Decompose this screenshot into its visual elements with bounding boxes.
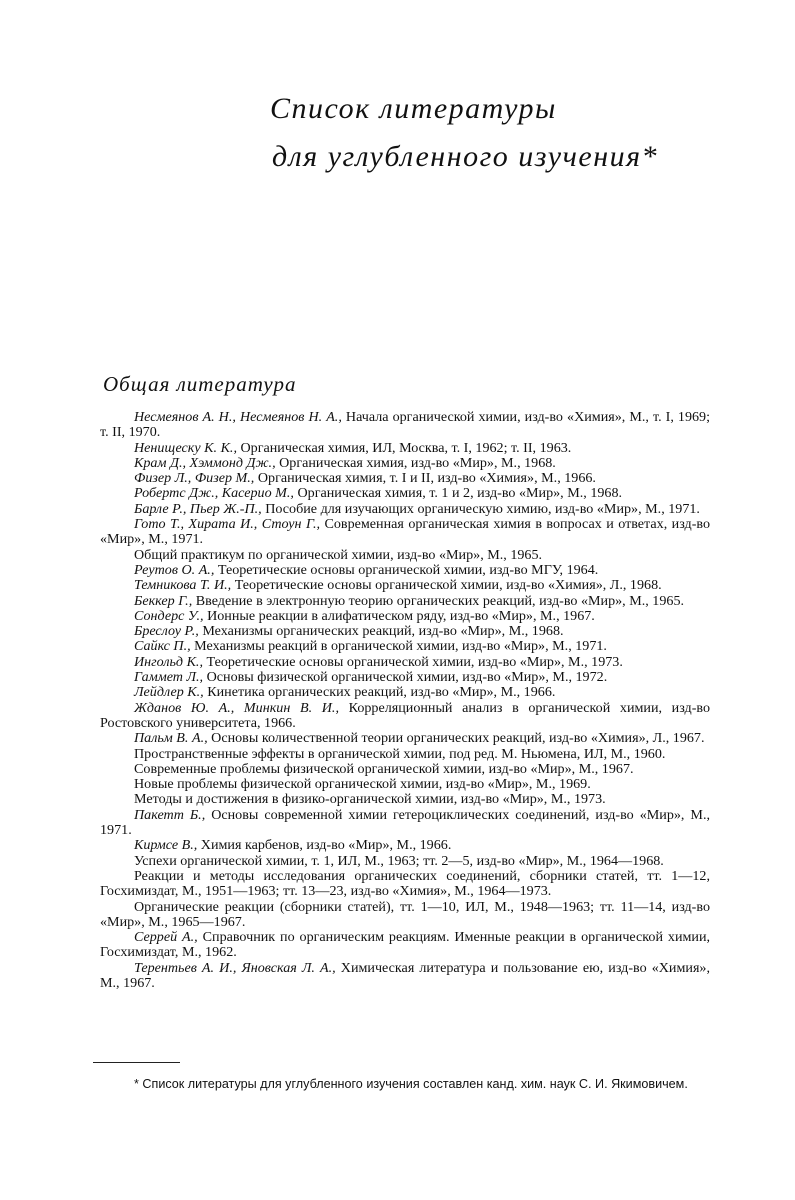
reference-entry [100,747,710,762]
reference-entry [100,655,710,670]
reference-authors: Серрей А., [134,929,198,946]
reference-text: Введение в электронную теорию органических реакций, изд-во «Мир», М., 1965. [192,592,685,609]
reference-entry [100,639,710,654]
reference-entry [100,502,710,517]
reference-text: Кинетика органических реакций, изд-во «Мир», М., 1966. [203,684,556,701]
reference-entry [100,731,710,746]
reference-text: Органическая химия, ИЛ, Москва, т. I, 1962; т. II, 1963. [236,439,572,456]
reference-authors: Пальм В. А., [134,730,208,747]
footnote: * Список литературы для углубленного изучения составлен канд. хим. наук С. И. Якимовичем. [134,1077,688,1091]
reference-authors: Гото Т., Хирата И., Стоун Г., [134,516,321,533]
reference-text: Пространственные эффекты в органической химии, под ред. М. Ньюмена, ИЛ, М., 1960. [134,745,666,762]
reference-entry [100,441,710,456]
section-heading: Общая литература [103,372,297,396]
reference-text: Химическая литература и пользование ею, изд-во «Химия», М., 1967. [100,959,710,991]
reference-text: Органическая химия, т. I и II, изд-во «Химия», М., 1966. [254,470,596,487]
reference-authors: Физер Л., Физер М., [134,470,255,487]
reference-text: Новые проблемы физической органической химии, изд-во «Мир», М., 1969. [134,776,591,793]
reference-text: Химия карбенов, изд-во «Мир», М., 1966. [197,837,452,854]
reference-authors: Кирмсе В., [134,837,198,854]
reference-text: Начала органической химии, изд-во «Химия», М., т. I, 1969; т. II, 1970. [100,409,710,441]
reference-entry [100,578,710,593]
reference-entry [100,854,710,869]
reference-entry [100,471,710,486]
reference-text: Современная органическая химия в вопросах и ответах, изд-во «Мир», М., 1971. [100,516,710,548]
reference-authors: Гаммет Л., [134,669,204,686]
reference-text: Основы физической органической химии, изд-во «Мир», М., 1972. [203,669,608,686]
reference-entry [100,670,710,685]
reference-entry [100,456,710,471]
reference-entry [100,517,710,548]
reference-text: Корреляционный анализ в органической химии, изд-во Ростовского университета, 1966. [100,699,711,731]
reference-text: Теоретические основы органической химии, изд-во «Химия», Л., 1968. [231,577,662,594]
reference-authors: Ингольд К., [134,653,203,670]
reference-authors: Жданов Ю. А., Минкин В. И., [134,699,339,716]
reference-authors: Робертс Дж., Касерио М., [134,485,294,502]
reference-text: Методы и достижения в физико-органической химии, изд-во «Мир», М., 1973. [134,791,606,808]
reference-text: Основы современной химии гетероциклических соединений, изд-во «Мир», М., 1971. [100,806,710,839]
reference-entry [100,410,710,441]
reference-text: Основы количественной теории органических реакций, изд-во «Химия», Л., 1967. [207,730,705,747]
reference-entry [100,548,710,563]
reference-text: Теоретические основы органической химии, изд-во МГУ, 1964. [214,561,599,578]
reference-text: Справочник по органическим реакциям. Именные реакции в органической химии, Госхимиздат, М., 1962. [100,929,711,961]
reference-authors: Пакетт Б., [134,806,206,823]
reference-text: Теоретические основы органической химии, изд-во «Мир», М., 1973. [202,653,623,670]
reference-entry [100,594,710,609]
reference-authors: Барле Р., Пьер Ж.-П., [134,500,262,517]
reference-text: Реакции и методы исследования органических соединений, сборники статей, тт. 1—12, Госхимиздат, М., 1951—1963; тт. 13—23, изд-во «Химия», М., 1964—1973. [100,867,710,900]
reference-authors: Несмеянов А. Н., Несмеянов Н. А., [134,409,342,425]
reference-entry [100,808,710,839]
reference-text: Ионные реакции в алифатическом ряду, изд-во «Мир», М., 1967. [203,607,595,624]
reference-text: Пособие для изучающих органическую химию, изд-во «Мир», М., 1971. [261,500,700,517]
reference-entry [100,486,710,501]
reference-authors: Темникова Т. И., [134,577,232,594]
reference-authors: Лейдлер К., [134,684,204,701]
reference-authors: Ненищеску К. К., [134,439,237,456]
reference-authors: Реутов О. А., [134,561,215,578]
reference-entry [100,563,710,578]
reference-text: Общий практикум по органической химии, изд-во «Мир», М., 1965. [134,546,543,563]
reference-text: Органические реакции (сборники статей), тт. 1—10, ИЛ, М., 1948—1963; тт. 11—14, изд-во «Мир», М., 1965—1967. [100,898,710,930]
reference-entry [100,685,710,700]
reference-text: Современные проблемы физической органической химии, изд-во «Мир», М., 1967. [134,760,634,777]
reference-entry [100,792,710,807]
reference-authors: Крам Д., Хэммонд Дж., [134,454,276,471]
reference-authors: Бреслоу Р., [134,623,199,640]
reference-entry [100,624,710,639]
reference-list [100,410,710,991]
reference-entry [100,777,710,792]
reference-text: Успехи органической химии, т. 1, ИЛ, М., 1963; тт. 2—5, изд-во «Мир», М., 1964—1968. [134,852,664,869]
footnote-divider [93,1062,180,1063]
reference-entry [100,869,710,900]
reference-entry [100,609,710,624]
page-title-line-2: для углубленного изучения* [272,140,659,173]
reference-entry [100,900,710,931]
reference-entry [100,762,710,777]
reference-text: Органическая химия, т. 1 и 2, изд-во «Мир», М., 1968. [293,485,623,502]
reference-text: Органическая химия, изд-во «Мир», М., 1968. [275,454,556,471]
reference-entry [100,838,710,853]
reference-entry [100,701,710,732]
reference-authors: Беккер Г., [134,592,193,609]
reference-text: Механизмы реакций в органической химии, изд-во «Мир», М., 1971. [190,638,607,655]
page-title-line-1: Список литературы [270,92,557,125]
reference-authors: Терентьев А. И., Яновская Л. А., [134,959,336,976]
reference-authors: Сондерс У., [134,607,204,624]
reference-text: Механизмы органических реакций, изд-во «Мир», М., 1968. [198,623,564,640]
reference-entry [100,930,710,961]
reference-entry [100,961,710,992]
reference-authors: Сайкс П., [134,638,191,655]
